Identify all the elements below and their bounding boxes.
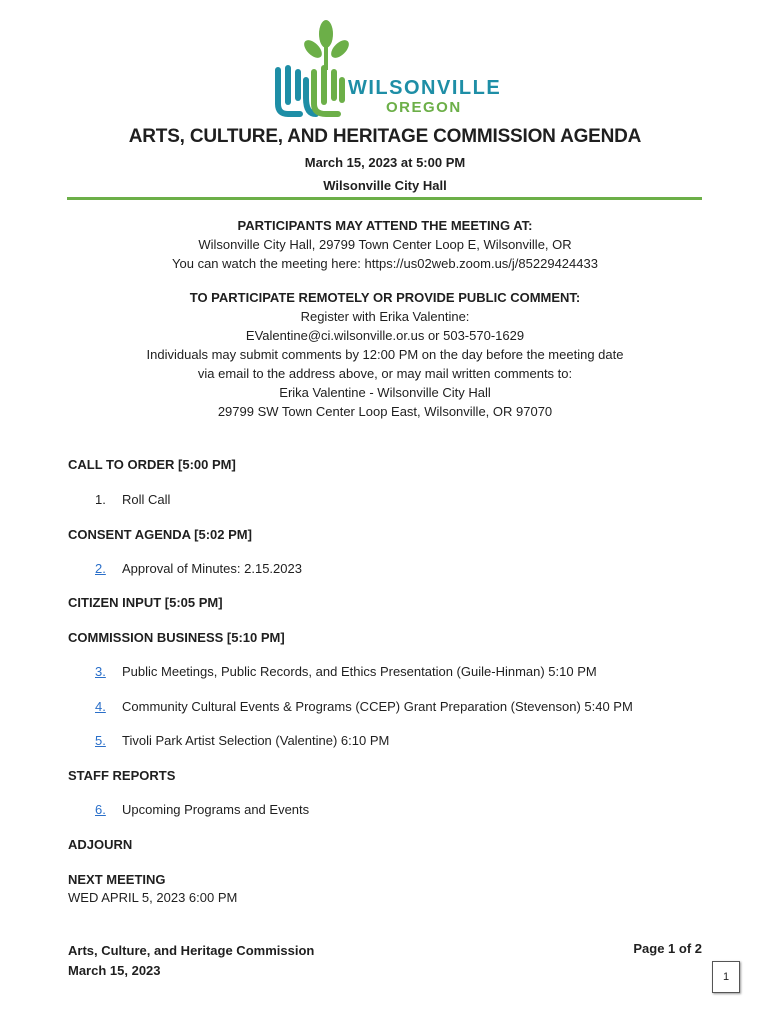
meeting-date: March 15, 2023 at 5:00 PM (304, 155, 466, 170)
participants-address: Wilsonville City Hall, 29799 Town Center Loop E, Wilsonville, OR (198, 237, 572, 252)
next-meeting-heading: NEXT MEETING (68, 872, 166, 887)
footer-commission: Arts, Culture, and Heritage Commission (68, 943, 315, 958)
item-text: Community Cultural Events & Programs (CCEP) Grant Preparation (Stevenson) 5:40 PM (122, 699, 633, 714)
item-number: 1. (95, 492, 106, 507)
agenda-item (95, 664, 597, 679)
remote-heading: TO PARTICIPATE REMOTELY OR PROVIDE PUBLIC COMMENT: (189, 290, 581, 305)
participants-watch: You can watch the meeting here: https://us02web.zoom.us/j/85229424433 (172, 256, 598, 271)
item-text: Tivoli Park Artist Selection (Valentine) 6:10 PM (122, 733, 390, 748)
item-text: Upcoming Programs and Events (122, 802, 310, 817)
participants-heading: PARTICIPANTS MAY ATTEND THE MEETING AT: (237, 218, 533, 233)
leaf-icon (301, 20, 352, 70)
item-text: Approval of Minutes: 2.15.2023 (122, 561, 302, 576)
agenda-item (95, 492, 170, 507)
item-link[interactable]: 2. (95, 561, 106, 576)
remote-line: 29799 SW Town Center Loop East, Wilsonville, OR 97070 (217, 404, 553, 419)
remote-line: via email to the address above, or may mail written comments to: (197, 366, 573, 381)
agenda-item (95, 561, 302, 576)
footer-date: March 15, 2023 (68, 963, 161, 978)
remote-line: Register with Erika Valentine: (300, 309, 470, 324)
item-link[interactable]: 4. (95, 699, 106, 714)
commission-business-heading: COMMISSION BUSINESS [5:10 PM] (68, 630, 285, 645)
item-text: Roll Call (122, 492, 171, 507)
next-meeting-date: WED APRIL 5, 2023 6:00 PM (68, 890, 238, 905)
agenda-title: ARTS, CULTURE, AND HERITAGE COMMISSION AGENDA (128, 126, 642, 147)
item-link[interactable]: 6. (95, 802, 106, 817)
agenda-item (95, 733, 389, 748)
logo-subtitle: OREGON (386, 99, 462, 116)
logo-wordmark: WILSONVILLE (348, 77, 502, 99)
page-indicator: 1 (712, 961, 740, 993)
remote-line: Erika Valentine - Wilsonville City Hall (279, 385, 491, 400)
footer-left (68, 941, 314, 981)
remote-line: EValentine@ci.wilsonville.or.us or 503-570-1629 (245, 328, 525, 343)
meeting-location: Wilsonville City Hall (323, 178, 447, 193)
call-to-order-heading: CALL TO ORDER [5:00 PM] (68, 457, 236, 472)
page-number: Page 1 of 2 (633, 941, 702, 956)
staff-reports-heading: STAFF REPORTS (68, 768, 176, 783)
citizen-input-heading: CITIZEN INPUT [5:05 PM] (68, 595, 223, 610)
item-link[interactable]: 3. (95, 664, 106, 679)
item-link[interactable]: 5. (95, 733, 106, 748)
header-divider (67, 197, 702, 200)
item-text: Public Meetings, Public Records, and Ethics Presentation (Guile-Hinman) 5:10 PM (122, 664, 597, 679)
agenda-item (95, 699, 633, 714)
wilsonville-logo (270, 18, 500, 122)
consent-agenda-heading: CONSENT AGENDA [5:02 PM] (68, 527, 252, 542)
hand-icon (278, 68, 342, 114)
agenda-item (95, 802, 309, 817)
adjourn-heading: ADJOURN (68, 837, 133, 852)
remote-line: Individuals may submit comments by 12:00 PM on the day before the meeting date (146, 347, 624, 362)
